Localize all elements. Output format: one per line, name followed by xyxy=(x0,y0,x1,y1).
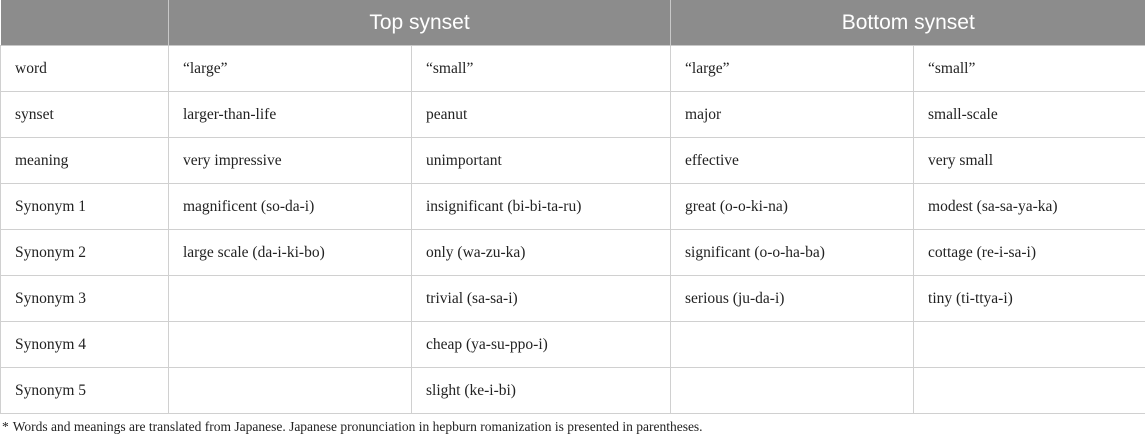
header-corner xyxy=(1,0,169,46)
table-body xyxy=(1,46,1145,414)
table-cell: major xyxy=(671,92,914,138)
table-cell: very impressive xyxy=(169,138,412,184)
table-cell: significant (o-o-ha-ba) xyxy=(671,230,914,276)
table-cell: “large” xyxy=(169,46,412,92)
table-cell xyxy=(169,276,412,322)
table-cell xyxy=(914,322,1145,368)
table-cell: “small” xyxy=(412,46,671,92)
table-cell: serious (ju-da-i) xyxy=(671,276,914,322)
table-cell xyxy=(671,322,914,368)
footnote xyxy=(2,419,703,435)
table-row xyxy=(1,138,1145,184)
table-cell: “large” xyxy=(671,46,914,92)
table-cell: trivial (sa-sa-i) xyxy=(412,276,671,322)
row-label-cell: Synonym 1 xyxy=(1,184,169,230)
table-cell: cottage (re-i-sa-i) xyxy=(914,230,1145,276)
header-top-synset: Top synset xyxy=(169,0,671,46)
table-cell: effective xyxy=(671,138,914,184)
header-bottom-synset: Bottom synset xyxy=(671,0,1145,46)
table-cell: very small xyxy=(914,138,1145,184)
table-cell: unimportant xyxy=(412,138,671,184)
table-cell: tiny (ti-ttya-i) xyxy=(914,276,1145,322)
row-label-cell: meaning xyxy=(1,138,169,184)
table-cell xyxy=(169,322,412,368)
footnote-mark: * xyxy=(2,419,9,434)
table-cell: magnificent (so-da-i) xyxy=(169,184,412,230)
table-header-row xyxy=(1,0,1145,46)
table-cell: insignificant (bi-bi-ta-ru) xyxy=(412,184,671,230)
table-row xyxy=(1,92,1145,138)
row-label-cell: Synonym 4 xyxy=(1,322,169,368)
table-cell: slight (ke-i-bi) xyxy=(412,368,671,414)
row-label-cell: Synonym 2 xyxy=(1,230,169,276)
table-row xyxy=(1,230,1145,276)
table-row xyxy=(1,276,1145,322)
footnote-text: Words and meanings are translated from Japanese. Japanese pronunciation in hepburn romanization is presented in parentheses. xyxy=(12,419,703,434)
table-cell: cheap (ya-su-ppo-i) xyxy=(412,322,671,368)
table-cell: only (wa-zu-ka) xyxy=(412,230,671,276)
table-cell xyxy=(169,368,412,414)
row-label-cell: word xyxy=(1,46,169,92)
table-cell: small-scale xyxy=(914,92,1145,138)
table-cell: large scale (da-i-ki-bo) xyxy=(169,230,412,276)
table-row xyxy=(1,322,1145,368)
table-row xyxy=(1,46,1145,92)
row-label-cell: Synonym 3 xyxy=(1,276,169,322)
table-cell: modest (sa-sa-ya-ka) xyxy=(914,184,1145,230)
table-cell: “small” xyxy=(914,46,1145,92)
row-label-cell: synset xyxy=(1,92,169,138)
table-cell: great (o-o-ki-na) xyxy=(671,184,914,230)
table-cell: peanut xyxy=(412,92,671,138)
table-cell xyxy=(914,368,1145,414)
table-cell xyxy=(671,368,914,414)
table-cell: larger-than-life xyxy=(169,92,412,138)
table-row xyxy=(1,368,1145,414)
table-row xyxy=(1,184,1145,230)
row-label-cell: Synonym 5 xyxy=(1,368,169,414)
